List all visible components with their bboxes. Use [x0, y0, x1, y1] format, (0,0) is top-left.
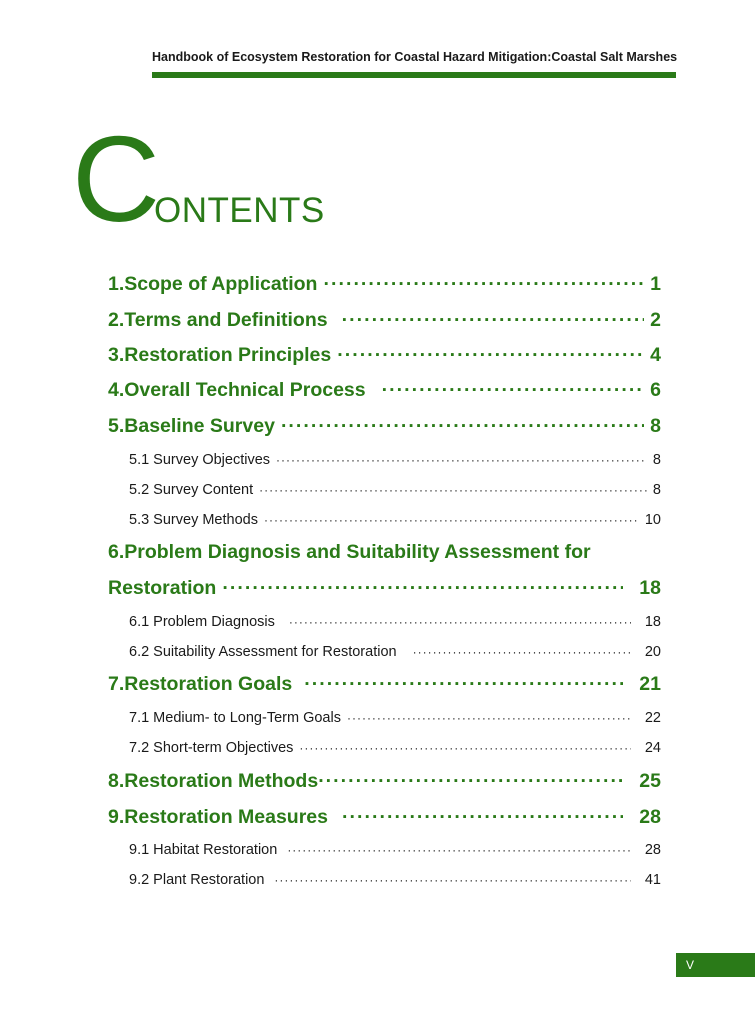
toc-entry-methods[interactable] [108, 770, 661, 793]
toc-entry-survey-content[interactable] [129, 482, 661, 498]
toc-page-number: 18 [644, 614, 661, 630]
toc-entry-principles[interactable] [108, 344, 661, 367]
toc-label: 5.1 Survey Objectives [129, 452, 271, 468]
toc-entry-survey-methods[interactable] [129, 512, 661, 528]
toc-leader-dots [323, 273, 644, 296]
toc-leader-dots [304, 673, 623, 696]
toc-label: 5.2 Survey Content [129, 482, 254, 498]
toc-leader-dots [299, 741, 630, 755]
toc-page-number: 21 [639, 673, 661, 695]
toc-entry-measures[interactable] [108, 806, 661, 829]
toc-page-number: 2 [650, 309, 661, 331]
toc-leader-dots [318, 770, 623, 793]
toc-page-number: 25 [639, 770, 661, 792]
toc-entry-diagnosis[interactable] [108, 577, 661, 600]
contents-heading-initial: C [72, 111, 161, 247]
toc-label: 7.2 Short-term Objectives [129, 740, 294, 756]
toc-leader-dots [222, 577, 623, 600]
toc-page-number: 4 [650, 344, 661, 366]
contents-heading-rest: ONTENTS [154, 191, 325, 230]
toc-page-number: 8 [650, 415, 661, 437]
toc-page-number: 28 [644, 842, 661, 858]
toc-entry-suitability[interactable] [129, 644, 661, 660]
toc-entry-goals[interactable] [108, 673, 661, 696]
toc-leader-dots [289, 615, 631, 629]
toc-entry-problem-diagnosis[interactable] [129, 614, 661, 630]
toc-label: 2.Terms and Definitions [108, 309, 328, 331]
toc-leader-dots [274, 873, 630, 887]
toc-label: 9.1 Habitat Restoration [129, 842, 278, 858]
toc-label: 7.Restoration Goals [108, 673, 293, 695]
toc-leader-dots [264, 513, 639, 527]
toc-page-number: 20 [644, 644, 661, 660]
toc-label: 8.Restoration Methods [108, 770, 319, 792]
toc-leader-dots [413, 645, 631, 659]
toc-leader-dots [342, 806, 623, 829]
toc-label: 9.Restoration Measures [108, 806, 328, 828]
toc-entry-long-term-goals[interactable] [129, 710, 661, 726]
toc-leader-dots [276, 453, 647, 467]
toc-entry-plant-restoration[interactable] [129, 872, 661, 888]
toc-entry-habitat-restoration[interactable] [129, 842, 661, 858]
toc-page-number: 41 [644, 872, 661, 888]
toc-page-number: 18 [639, 577, 661, 599]
toc-page-number: 24 [644, 740, 661, 756]
toc-label: 1.Scope of Application [108, 273, 318, 295]
toc-entry-survey-objectives[interactable] [129, 452, 661, 468]
toc-leader-dots [281, 415, 644, 438]
toc-entry-diagnosis-line1[interactable]: 6.Problem Diagnosis and Suitability Assessment for [108, 541, 591, 563]
toc-leader-dots [342, 309, 645, 332]
toc-leader-dots [287, 843, 631, 857]
toc-label: 5.3 Survey Methods [129, 512, 258, 528]
toc-page-number: 22 [644, 710, 661, 726]
toc-label: 6.2 Suitability Assessment for Restoration [129, 644, 397, 660]
toc-page-number: 1 [650, 273, 661, 295]
toc-label: 3.Restoration Principles [108, 344, 332, 366]
toc-label: 4.Overall Technical Process [108, 379, 366, 401]
toc-entry-terms[interactable] [108, 309, 661, 332]
toc-page-number: 6 [650, 379, 661, 401]
toc-label: 7.1 Medium- to Long-Term Goals [129, 710, 341, 726]
toc-label: Restoration [108, 577, 217, 599]
toc-page-number: 8 [652, 452, 661, 468]
toc-page-number: 8 [652, 482, 661, 498]
toc-entry-baseline[interactable] [108, 415, 661, 438]
page-number-badge: V [676, 953, 755, 977]
toc-page-number: 10 [644, 512, 661, 528]
toc-label: 9.2 Plant Restoration [129, 872, 265, 888]
toc-label: 6.1 Problem Diagnosis [129, 614, 275, 630]
toc-entry-process[interactable] [108, 379, 661, 402]
toc-entry-scope[interactable] [108, 273, 661, 296]
toc-leader-dots [382, 379, 645, 402]
toc-leader-dots [259, 483, 647, 497]
header-title: Handbook of Ecosystem Restoration for Coastal Hazard Mitigation:Coastal Salt Marshes [152, 50, 678, 64]
toc-page-number: 28 [639, 806, 661, 828]
toc-entry-short-term-objectives[interactable] [129, 740, 661, 756]
toc-leader-dots [347, 711, 631, 725]
toc-leader-dots [337, 344, 644, 367]
toc-label: 5.Baseline Survey [108, 415, 275, 437]
